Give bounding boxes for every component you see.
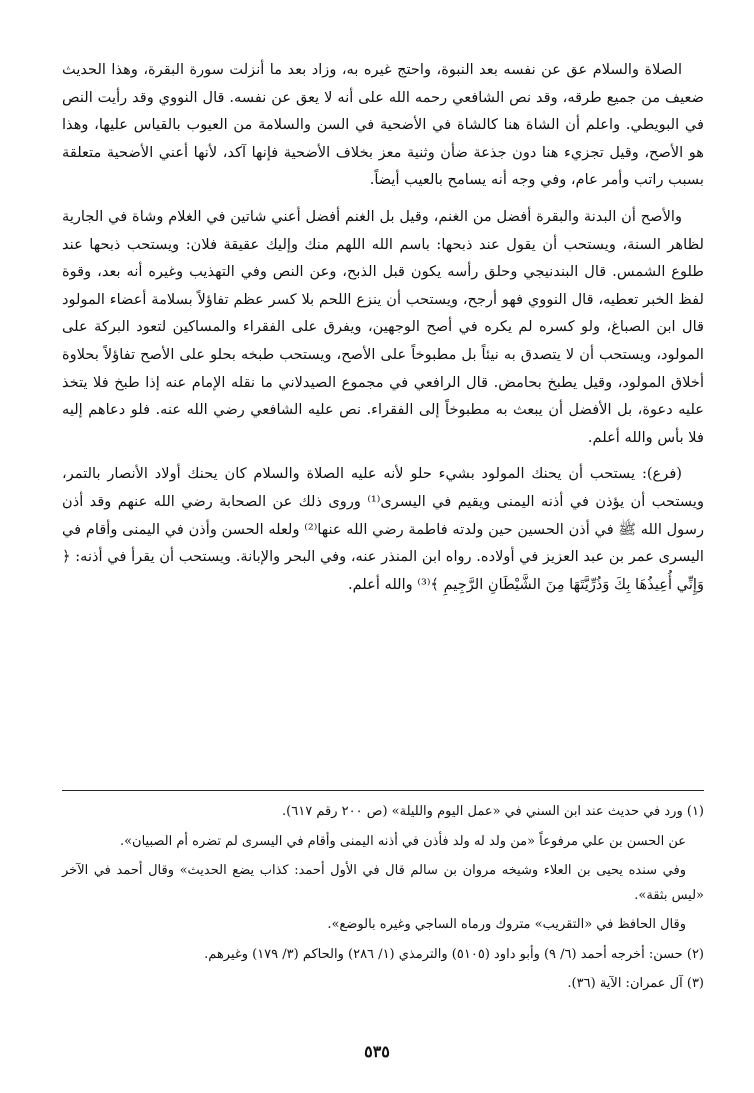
footnote-3: (٣) آل عمران: الآية (٣٦). [567,976,704,991]
page-number: ٥٣٥ [364,1042,390,1061]
footnotes [62,800,704,1002]
main-text [62,56,704,607]
footnote-1-hafiz: وقال الحافظ في «التقريب» متروك ورماه الساجي وغيره بالوضع». [327,917,686,932]
footnote-1-text: عن الحسن بن علي مرفوعاً «من ولد له ولد فأذن في أذنه اليمنى وأقام في اليسرى لم تضره أم الصبيان». [119,833,686,849]
paragraph-2: والأصح أن البدنة والبقرة أفضل من الغنم، وقيل بل الغنم أفضل أعني شاتين في الغلام وشاة في الجارية لظاهر السنة، ويستحب أن يقول عند ذبحها: باسم الله اللهم منك وإليك عقيقة فلان: ويستحب ذبحها عند طلوع الشمس. قال البندنيجي وحلق رأسه يكون قبل الذبح، وعن النص وفي التهذيب وغيره أنه بعد، وقوة لفظ الخبر تعطيه، قال النووي فهو أرجح، ويستحب أن ينزع اللحم بلا كسر عظم تفاؤلاً بسلامة أعضاء المولود قال ابن الصباغ، ولو كسره لم يكره في أصح الوجهين، ويفرق على الفقراء والمساكين لتعود البركة على المولود، ويستحب أن لا يتصدق به نيئاً بل مطبوخاً على الأصح، ويستحب طبخه بحلو على الأصح تفاؤلاً بحلاوة أخلاق المولود، وقيل يطبخ بحامض. قال الرافعي في مجموع الصيدلاني ما نقله الإمام عنه إذا طبخ فلا يتخذ عليه دعوة، بل الأفضل أن يبعث به مطبوخاً إلى الفقراء. نص عليه الشافعي رضي الله عنه. فلو دعاهم إليه فلا بأس والله أعلم. [62,207,704,446]
footnote-1: (١) ورد في حديث عند ابن السني في «عمل اليوم والليلة» (ص ٢٠٠ رقم ٦١٧). [282,804,704,819]
footnote-1-sanad: وفي سنده يحيى بن العلاء وشيخه مروان بن سالم قال في الأول أحمد: كذاب يضع الحديث» وقال أحمد في الآخر «ليس بثقة». [62,863,704,903]
footnote-2: (٢) حسن: أخرجه أحمد (٦/ ٩) وأبو داود (٥١٠٥) والترمذي (١/ ٢٨٦) والحاكم (٣/ ١٧٩) وغيرهم. [204,946,704,962]
footnote-divider [62,790,704,791]
paragraph-3: (فرع): يستحب أن يحنك المولود بشيء حلو لأنه عليه الصلاة والسلام كان يحنك أولاد الأنصار بالتمر، ويستحب أن يؤذن في أذنه اليمنى ويقيم في اليسرى⁽¹⁾ وروى ذلك عن الصحابة رضي الله عنهم وقد أذن رسول الله ﷺ في أذن الحسين حين ولدته فاطمة رضي الله عنها⁽²⁾ ولعله الحسن وأذن في اليمنى وأقام في اليسرى عمر بن عبد العزيز في أولاده. رواه ابن المنذر عنه، وفي البحر والإبانة. ويستحب أن يقرأ في أذنه: ﴿ وَإِنِّي أُعِيذُهَا بِكَ وَذُرِّيَّتَهَا مِنَ الشَّيْطَانِ الرَّجِيمِ ﴾⁽³⁾ والله أعلم. [62,465,705,593]
paragraph-1: الصلاة والسلام عق عن نفسه بعد النبوة، واحتج غيره به، وزاد بعد ما أنزلت سورة البقرة، وهذا الحديث ضعيف من جميع طرقه، وقد نص الشافعي رحمه الله على أنه لا يعق عن نفسه. قال النووي وقد رأيت النص في البويطي. واعلم أن الشاة هنا كالشاة في الأضحية في السن والسلامة من العيوب بالقياس عليها، وهذا هو الأصح، وقيل تجزيء هنا دون جذعة ضأن وثنية معز بخلاف الأضحية فإنها آكد، لأنها أعني الأضحية متعلقة بسبب راتب وأمر عام، وفي وجه أنه يسامح بالعيب أيضاً. [62,61,704,189]
